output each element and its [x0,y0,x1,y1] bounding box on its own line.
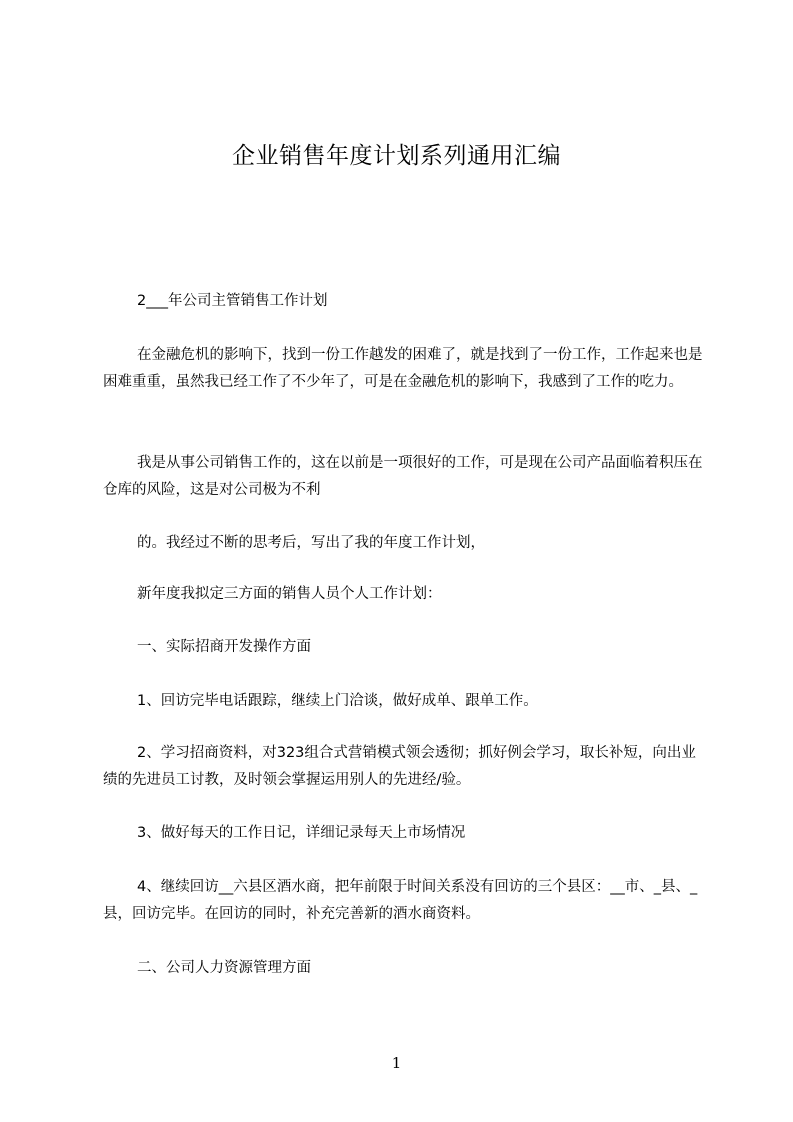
document-title: 企业销售年度计划系列通用汇编 [232,143,561,169]
list-item-1: 1、回访完毕电话跟踪，继续上门洽谈，做好成单、跟单工作。 [137,693,538,709]
list-item-3: 3、做好每天的工作日记，详细记录每天上市场情况 [137,825,466,841]
list-item-2: 2、学习招商资料，对323组合式营销模式领会透彻；抓好例会学习，取长补短，向出业绩的先进员工讨教，及时领会掌握运用别人的先进经/验。 [103,745,696,788]
page-number: 1 [391,1054,402,1072]
paragraph-1: 在金融危机的影响下，找到一份工作越发的困难了，就是找到了一份工作，工作起来也是困难重重，虽然我已经工作了不少年了，可是在金融危机的影响下，我感到了工作的吃力。 [103,347,703,390]
section-subtitle: 2___年公司主管销售工作计划 [137,293,328,309]
paragraph-3: 的。我经过不断的思考后，写出了我的年度工作计划， [137,535,485,551]
heading-section-2: 二、公司人力资源管理方面 [137,960,311,976]
paragraph-2: 我是从事公司销售工作的，这在以前是一项很好的工作，可是现在公司产品面临着积压在仓库的风险，这是对公司极为不利 [103,455,703,498]
heading-section-1: 一、实际招商开发操作方面 [137,639,311,655]
paragraph-4: 新年度我拟定三方面的销售人员个人工作计划： [137,586,442,602]
list-item-4: 4、继续回访__六县区酒水商，把年前限于时间关系没有回访的三个县区：__市、_县、_县，回访完毕。在回访的同时，补充完善新的酒水商资料。 [103,879,698,922]
